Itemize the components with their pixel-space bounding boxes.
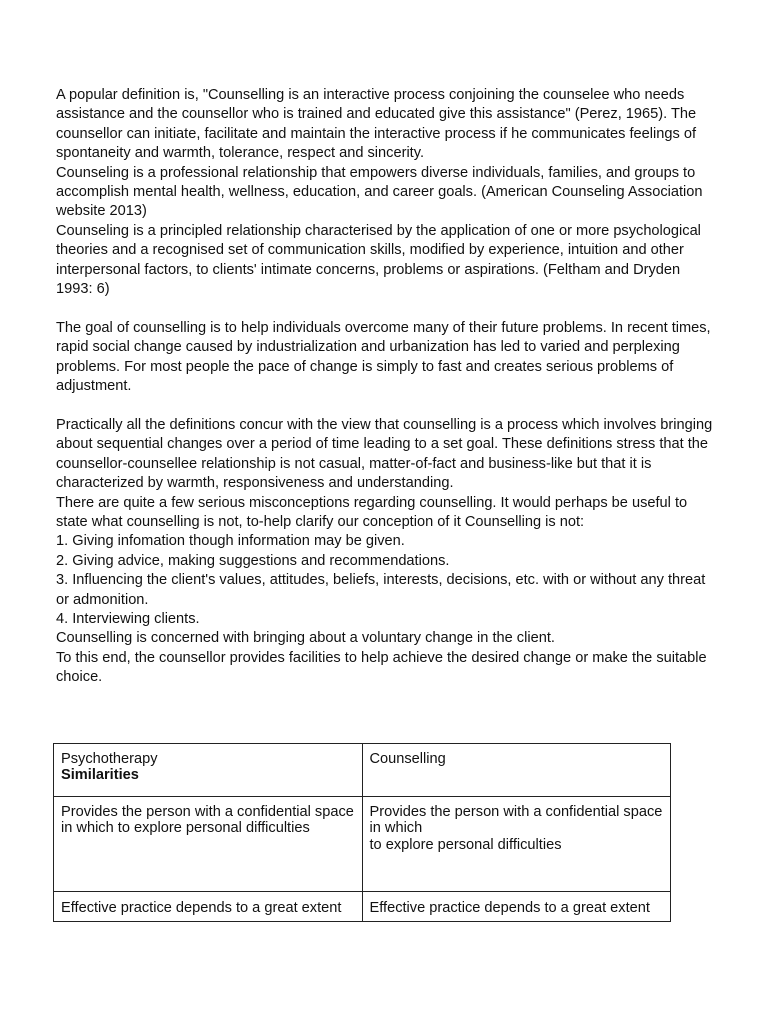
paragraph-definition-feltham: Counseling is a principled relationship characterised by the application of one or more psychological theories and a recognised set of communication skills, modified by experience, intuition and other interpersonal factors, to clients' intimate concerns, problems or aspirations. (Feltham and Dryden 1993: 6) <box>56 222 701 298</box>
paragraph-process: Practically all the definitions concur with the view that counselling is a process which involves bringing about sequential changes over a period of time leading to a set goal. These definitions stress that the counsellor-counsellee relationship is not casual, matter-of-fact and business-like but that it is characterized by warmth, responsiveness and understanding. <box>56 416 713 492</box>
table-row <box>54 744 671 797</box>
list-item: 2. Giving advice, making suggestions and recommendations. <box>56 552 450 569</box>
paragraph-voluntary-change: Counselling is concerned with bringing about a voluntary change in the client. <box>56 630 555 647</box>
comparison-table <box>53 743 671 922</box>
table-row <box>54 797 671 892</box>
table-cell <box>54 892 363 922</box>
table-cell <box>362 892 671 922</box>
paragraph-definition-perez: A popular definition is, "Counselling is an interactive process conjoining the counselee who needs assistance and the counsellor who is trained and educated give this assistance" (Perez, 1965). The counsellor can initiate, facilitate and maintain the interactive process if he communicates feelings of spontaneity and warmth, tolerance, respect and sincerity. <box>56 87 697 162</box>
table-cell <box>362 744 671 797</box>
paragraph-definition-aca: Counseling is a professional relationship that empowers diverse individuals, families, and groups to accomplish mental health, wellness, education, and career goals. (American Counseling Association website 2013) <box>56 164 703 220</box>
list-item: 4. Interviewing clients. <box>56 610 200 627</box>
table-cell <box>54 744 363 797</box>
cell-text: Provides the person with a confidential space in which to explore personal difficulties <box>61 804 354 837</box>
cell-text: to explore personal difficulties <box>369 836 562 853</box>
paragraph-to-this-end: To this end, the counsellor provides facilities to help achieve the desired change or make the suitable choice. <box>56 649 707 686</box>
header-psychotherapy: Psychotherapy <box>61 751 158 767</box>
paragraph-goal: The goal of counselling is to help individuals overcome many of their future problems. In recent times, rapid social change caused by industrialization and urbanization has led to varied and perplexing problems. For most people the pace of change is simply to fast and creates serious problems of adjustment. <box>56 319 711 395</box>
cell-text: Effective practice depends to a great extent <box>61 900 342 916</box>
document-body <box>56 86 716 688</box>
cell-text: Provides the person with a confidential space in which <box>369 804 663 837</box>
table-row <box>54 892 671 922</box>
paragraph-misconceptions: There are quite a few serious misconceptions regarding counselling. It would perhaps be useful to state what counselling is not, to-help clarify our conception of it Counselling is not: <box>56 494 688 530</box>
paragraph-spacer <box>56 299 716 318</box>
header-similarities: Similarities <box>61 767 139 784</box>
paragraph-spacer <box>56 396 716 415</box>
list-item: 3. Influencing the client's values, attitudes, beliefs, interests, decisions, etc. with or without any threat or admonition. <box>56 572 706 608</box>
list-item: 1. Giving infomation though information may be given. <box>56 533 405 550</box>
cell-text: Effective practice depends to a great extent <box>369 900 650 916</box>
table-cell <box>54 797 363 892</box>
header-counselling: Counselling <box>369 751 446 767</box>
table-cell <box>362 797 671 892</box>
